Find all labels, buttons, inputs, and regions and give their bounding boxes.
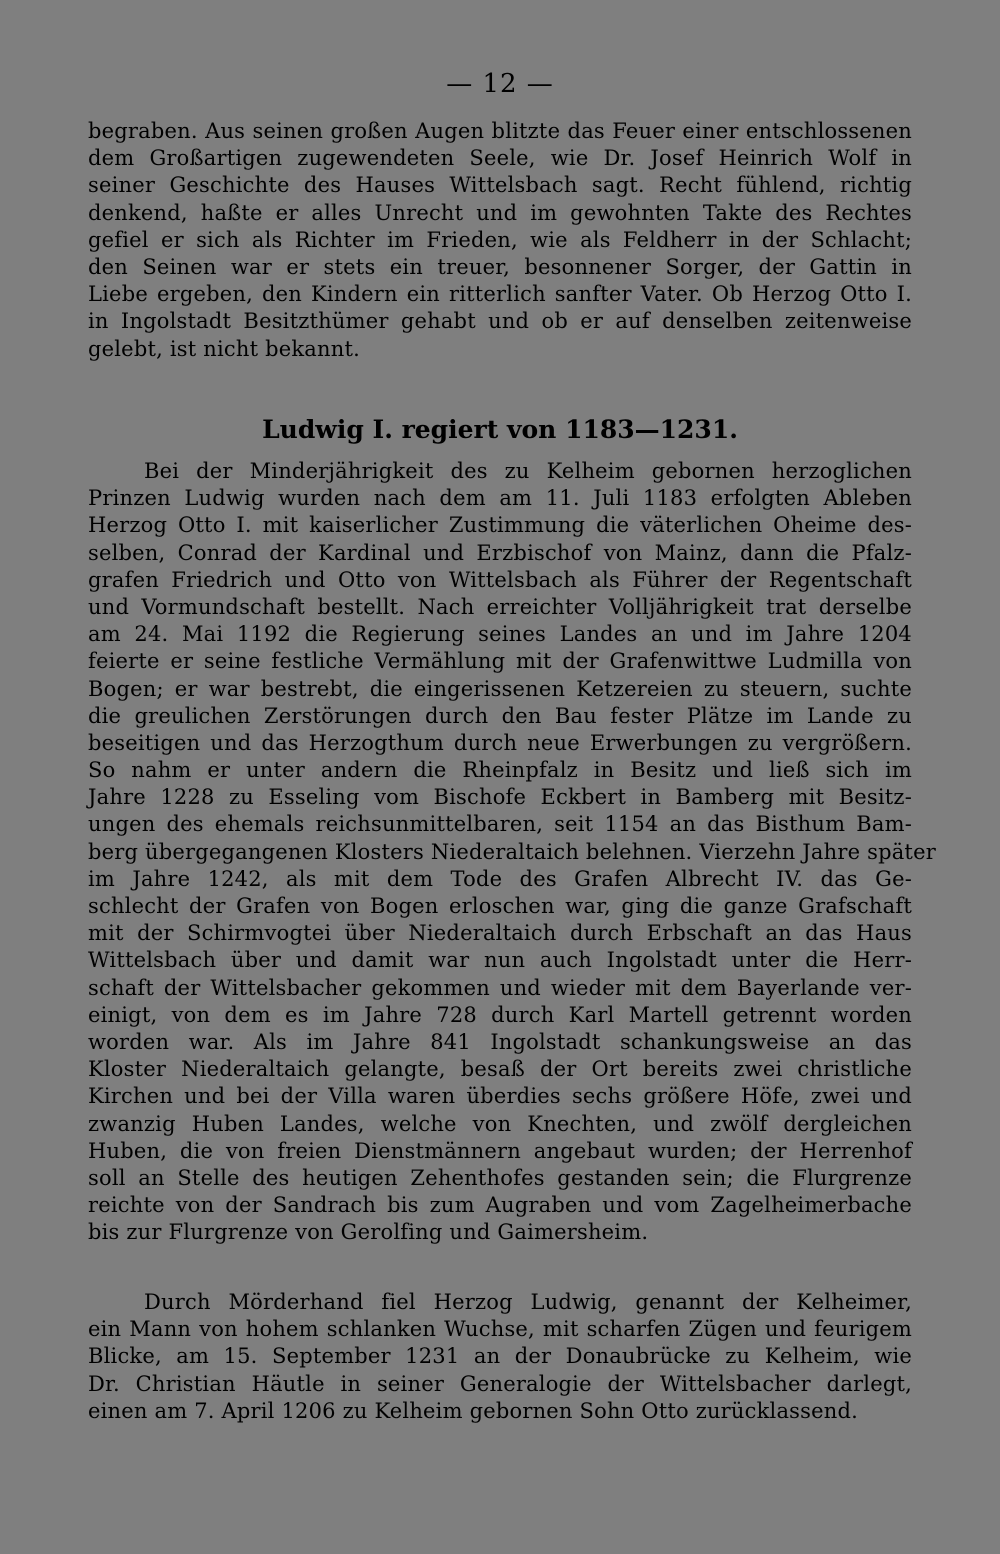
section-heading: Ludwig I. regiert von 1183—1231. bbox=[262, 415, 738, 444]
text-line: gefiel er sich als Richter im Frieden, wie als Feldherr in der Schlacht; bbox=[88, 227, 912, 252]
text-line: Jahre 1228 zu Esseling vom Bischofe Eckbert in Bamberg mit Besitz- bbox=[88, 785, 912, 810]
text-line: gelebt, ist nicht bekannt. bbox=[88, 336, 360, 361]
text-line: schaft der Wittelsbacher gekommen und wieder mit dem Bayerlande ver- bbox=[88, 975, 912, 1000]
text-line: am 24. Mai 1192 die Regierung seines Landes an und im Jahre 1204 bbox=[88, 622, 912, 647]
text-line: Bogen; er war bestrebt, die eingerissenen Ketzereien zu steuern, suchte bbox=[88, 676, 912, 701]
paragraph-ludwig-regency bbox=[88, 458, 936, 1246]
text-line: ungen des ehemals reichsunmittelbaren, seit 1154 an das Bisthum Bam- bbox=[88, 812, 912, 837]
text-line: Bei der Minderjährigkeit des zu Kelheim gebornen herzoglichen bbox=[144, 459, 912, 483]
text-line: Durch Mörderhand fiel Herzog Ludwig, genannt der Kelheimer, bbox=[144, 1290, 912, 1314]
text-line: So nahm er unter andern die Rheinpfalz in Besitz und ließ sich im bbox=[88, 758, 912, 783]
text-line: Wittelsbach über und damit war nun auch Ingolstadt unter die Herr- bbox=[88, 948, 912, 973]
text-line: Dr. Christian Häutle in seiner Generalogie der Wittelsbacher darlegt, bbox=[88, 1371, 912, 1396]
text-line: begraben. Aus seinen großen Augen blitzte das Feuer einer entschlossenen bbox=[88, 119, 912, 143]
text-line: feierte er seine festliche Vermählung mit der Grafenwittwe Ludmilla von bbox=[88, 649, 912, 674]
text-line: zwanzig Huben Landes, welche von Knechten, und zwölf dergleichen bbox=[88, 1111, 912, 1136]
paragraph-intro bbox=[88, 118, 912, 363]
text-line: Herzog Otto I. mit kaiserlicher Zustimmung die väterlichen Oheime des- bbox=[88, 513, 912, 538]
text-line: dem Großartigen zugewendeten Seele, wie Dr. Josef Heinrich Wolf in bbox=[88, 146, 912, 171]
text-line: soll an Stelle des heutigen Zehenthofes gestanden sein; die Flurgrenze bbox=[88, 1165, 912, 1190]
text-line: ein Mann von hohem schlanken Wuchse, mit scharfen Zügen und feurigem bbox=[88, 1317, 912, 1342]
text-line: und Vormundschaft bestellt. Nach erreichter Volljährigkeit trat derselbe bbox=[88, 594, 912, 619]
text-line: berg übergegangenen Klosters Niederaltaich belehnen. Vierzehn Jahre später bbox=[88, 839, 936, 864]
text-line: worden war. Als im Jahre 841 Ingolstadt schankungsweise an das bbox=[88, 1029, 912, 1054]
text-line: den Seinen war er stets ein treuer, besonnener Sorger, der Gattin in bbox=[88, 254, 912, 279]
text-line: Huben, die von freien Dienstmännern angebaut wurden; der Herrenhof bbox=[88, 1138, 912, 1163]
text-line: einen am 7. April 1206 zu Kelheim gebornen Sohn Otto zurücklassend. bbox=[88, 1398, 858, 1423]
text-line: Blicke, am 15. September 1231 an der Donaubrücke zu Kelheim, wie bbox=[88, 1344, 912, 1369]
text-line: denkend, haßte er alles Unrecht und im gewohnten Takte des Rechtes bbox=[88, 200, 912, 225]
text-line: Liebe ergeben, den Kindern ein ritterlich sanfter Vater. Ob Herzog Otto I. bbox=[88, 282, 912, 307]
text-line: seiner Geschichte des Hauses Wittelsbach sagt. Recht fühlend, richtig bbox=[88, 173, 912, 198]
text-line: einigt, von dem es im Jahre 728 durch Karl Martell getrennt worden bbox=[88, 1002, 912, 1027]
text-line: Kloster Niederaltaich gelangte, besaß der Ort bereits zwei christliche bbox=[88, 1057, 912, 1082]
text-line: im Jahre 1242, als mit dem Tode des Grafen Albrecht IV. das Ge- bbox=[88, 866, 912, 891]
text-line: reichte von der Sandrach bis zum Augraben und vom Zagelheimerbache bbox=[88, 1193, 912, 1218]
page-number: — 12 — bbox=[446, 69, 554, 99]
text-line: bis zur Flurgrenze von Gerolfing und Gaimersheim. bbox=[88, 1220, 649, 1245]
text-line: mit der Schirmvogtei über Niederaltaich durch Erbschaft an das Haus bbox=[88, 921, 912, 946]
paragraph-ludwig-death bbox=[88, 1289, 912, 1425]
text-line: grafen Friedrich und Otto von Wittelsbach als Führer der Regentschaft bbox=[88, 567, 912, 592]
text-line: beseitigen und das Herzogthum durch neue Erwerbungen zu vergrößern. bbox=[88, 730, 912, 755]
text-line: Kirchen und bei der Villa waren überdies sechs größere Höfe, zwei und bbox=[88, 1084, 912, 1109]
text-line: die greulichen Zerstörungen durch den Bau fester Plätze im Lande zu bbox=[88, 703, 912, 728]
book-page bbox=[88, 64, 936, 1524]
text-line: Prinzen Ludwig wurden nach dem am 11. Juli 1183 erfolgten Ableben bbox=[88, 486, 912, 511]
text-line: selben, Conrad der Kardinal und Erzbischof von Mainz, dann die Pfalz- bbox=[88, 540, 912, 565]
text-line: schlecht der Grafen von Bogen erloschen war, ging die ganze Grafschaft bbox=[88, 894, 912, 918]
text-line: in Ingolstadt Besitzthümer gehabt und ob er auf denselben zeitenweise bbox=[88, 309, 912, 334]
